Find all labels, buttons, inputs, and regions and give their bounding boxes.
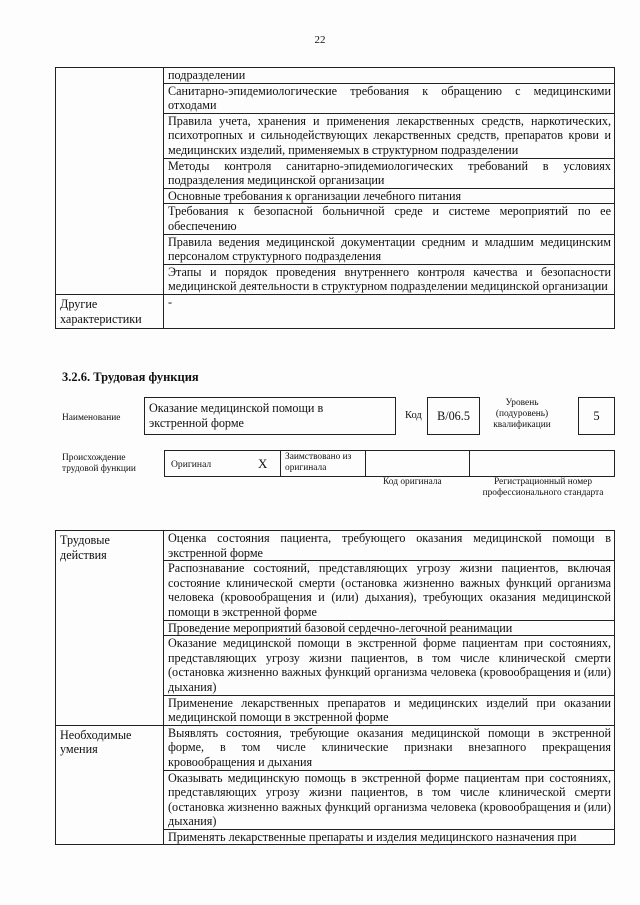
name-box xyxy=(144,397,396,435)
table-cell: Требования к безопасной больничной среде и системе мероприятий по ее обеспечению xyxy=(164,204,615,234)
table-cell: Распознавание состояний, представляющих угрозу жизни пациентов, включая состояние клинической смерти (остановка жизненно важных функций организма человека (кровообращения и (или) дыхания), требующих оказания медицинской помощи в экстренной форме xyxy=(164,561,615,620)
table-cell: Проведение мероприятий базовой сердечно-легочной реанимации xyxy=(164,620,615,636)
table-cell: Выявлять состояния, требующие оказания медицинской помощи в экстренной форме, в том числе клинические признаки внезапного прекращения кровообращения и дыхания xyxy=(164,725,615,770)
code-original-caption: Код оригинала xyxy=(383,477,442,487)
table-cell: Оказание медицинской помощи в экстренной форме пациентам при состояниях, представляющих угрозу жизни пациентов, в том числе клинической смерти (остановка жизненно важных функций организма человека (кровообращения и (или) дыхания) xyxy=(164,636,615,695)
reg-number-box xyxy=(469,450,615,477)
table-cell: Применение лекарственных препаратов и медицинских изделий при оказании медицинской помощи в экстренной форме xyxy=(164,695,615,725)
borrowed-box xyxy=(280,450,366,477)
table-cell: Применять лекарственные препараты и изделия медицинского назначения при xyxy=(164,829,615,845)
table-cell: Правила учета, хранения и применения лекарственных средств, наркотических, психотропных и сильнодействующих лекарственных средств, препаратов крови и медицинских изделий, применяемых в структурном подразделении xyxy=(164,113,615,158)
function-table xyxy=(55,530,615,845)
table-cell: Основные требования к организации лечебного питания xyxy=(164,188,615,204)
function-code: B/06.5 xyxy=(437,409,470,423)
table-cell: Методы контроля санитарно-эпидемиологических требований в условиях подразделения медицинской организации xyxy=(164,158,615,188)
section-title: 3.2.6. Трудовая функция xyxy=(62,370,199,384)
table-row xyxy=(56,531,615,561)
level-value: 5 xyxy=(593,409,600,423)
knowledge-table xyxy=(55,67,615,329)
origin-label: Происхождение трудовой функции xyxy=(62,453,136,474)
page-number: 22 xyxy=(314,34,326,46)
original-box xyxy=(164,450,281,477)
table-row xyxy=(56,294,615,328)
skills-label: Необходимые умения xyxy=(56,725,164,845)
table-cell: Правила ведения медицинской документации средним и младшим медицинским персоналом структурного подразделения xyxy=(164,234,615,264)
level-box xyxy=(578,397,615,435)
row-label-empty xyxy=(56,68,164,295)
table-cell: Оценка состояния пациента, требующего оказания медицинской помощи в экстренной форме xyxy=(164,531,615,561)
table-cell: Санитарно-эпидемиологические требования к обращению с медицинскими отходами xyxy=(164,83,615,113)
function-name: Оказание медицинской помощи в экстренной форме xyxy=(149,401,324,430)
original-label: Оригинал xyxy=(171,459,212,470)
code-label: Код xyxy=(405,410,422,421)
borrowed-label: Заимствовано из оригинала xyxy=(285,452,352,473)
actions-label: Трудовые действия xyxy=(56,531,164,726)
name-label: Наименование xyxy=(62,413,121,423)
reg-number-caption: Регистрационный номер профессионального стандарта xyxy=(482,477,604,498)
other-characteristics-label: Другие характеристики xyxy=(56,294,164,328)
table-row xyxy=(56,725,615,770)
other-characteristics-value: - xyxy=(164,294,615,328)
level-label: Уровень (подуровень) квалификации xyxy=(493,398,551,430)
code-box xyxy=(427,397,480,435)
table-row xyxy=(56,68,615,84)
original-mark: X xyxy=(258,456,268,471)
table-cell: подразделении xyxy=(164,68,615,84)
table-cell: Оказывать медицинскую помощь в экстренной форме пациентам при состояниях, представляющих угрозу жизни пациентов, в том числе клинической смерти (остановка жизненно важных функций организма человека (кровообращения и (или) дыхания) xyxy=(164,770,615,829)
original-code-box xyxy=(364,450,470,477)
table-cell: Этапы и порядок проведения внутреннего контроля качества и безопасности медицинской деятельности в структурном подразделении медицинской организации xyxy=(164,264,615,294)
